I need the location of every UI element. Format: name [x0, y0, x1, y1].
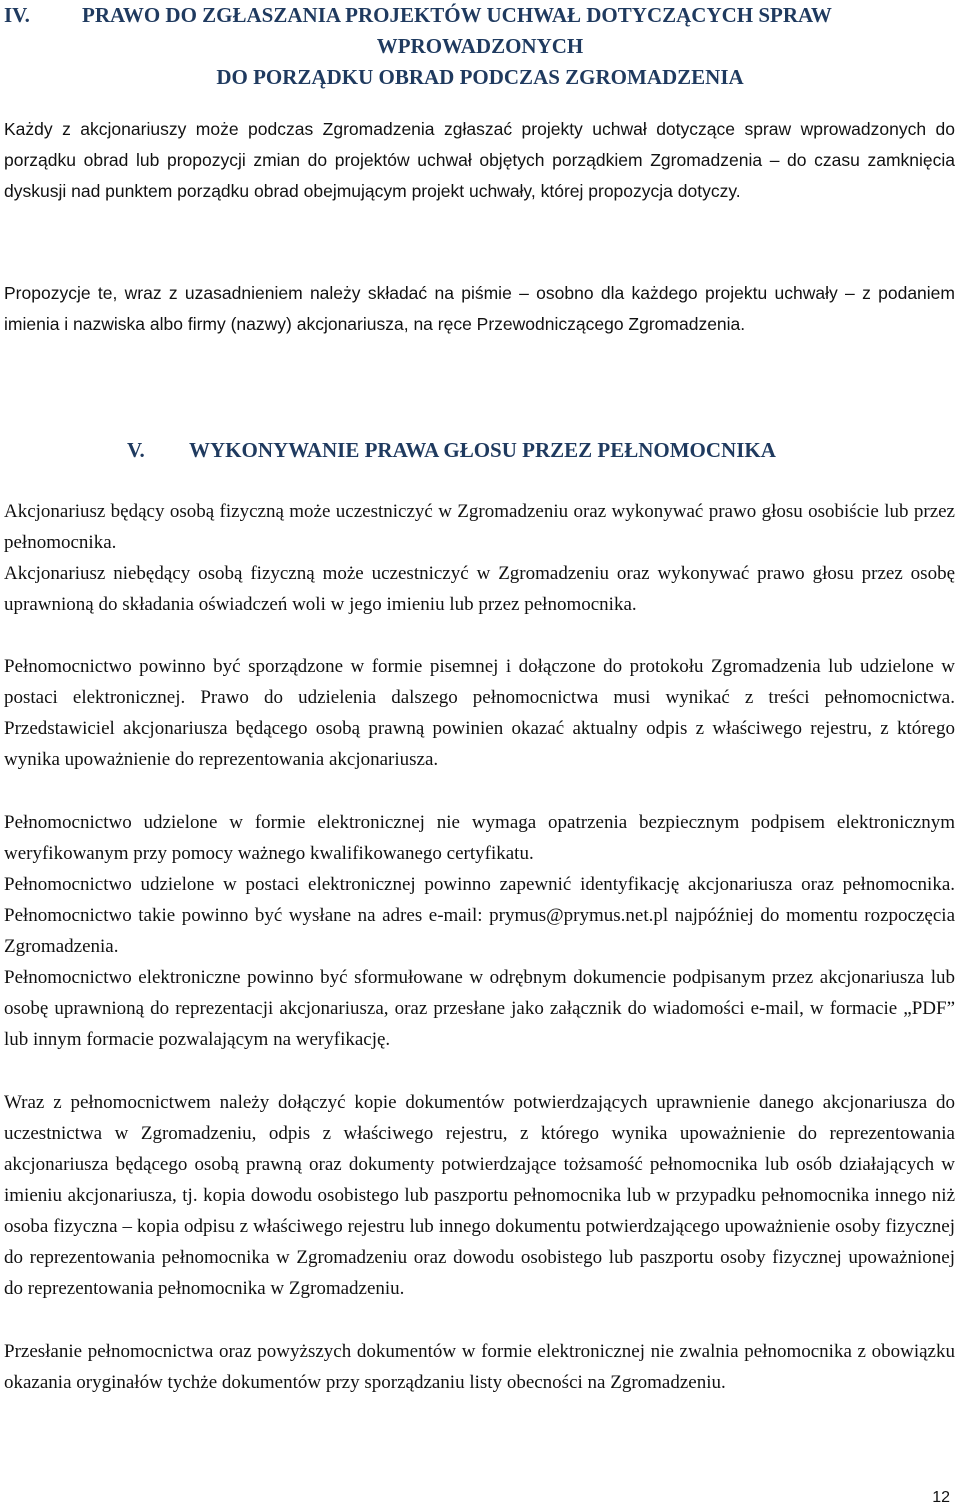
section-v-number: V. [127, 438, 145, 462]
section-v-paragraph: Pełnomocnictwo udzielone w postaci elektronicznej powinno zapewnić identyfikację akcjonariusza oraz pełnomocnika. Pełnomocnictwo takie powinno być wysłane na adres e-mail: prymus@prymus.net.pl najpóźniej do momentu rozpoczęcia Zgromadzenia. [4, 874, 955, 957]
section-iv-paragraph: Każdy z akcjonariuszy może podczas Zgromadzenia zgłaszać projekty uchwał dotyczące spraw wprowadzonych do porządku obrad lub propozycji zmian do projektów uchwał objętych porządkiem Zgromadzenia – do czasu zamknięcia dyskusji nad punktem porządku obrad obejmującym projekt uchwały, której propozycja dotyczy. [4, 119, 955, 201]
section-iv-number: IV. [4, 3, 30, 27]
section-v-paragraph: Akcjonariusz niebędący osobą fizyczną może uczestniczyć w Zgromadzeniu oraz wykonywać prawo głosu przez osobę uprawnioną do składania oświadczeń woli w jego imieniu lub przez pełnomocnika. [4, 563, 955, 615]
section-v-title: WYKONYWANIE PRAWA GŁOSU PRZEZ PEŁNOMOCNIKA [189, 438, 776, 462]
section-v-paragraph: Pełnomocnictwo elektroniczne powinno być sformułowane w odrębnym dokumencie podpisanym przez akcjonariusza lub osobę uprawnioną do reprezentacji akcjonariusza, oraz przesłane jako załącznik do wiadomości e-mail, w formacie „PDF” lub innym formacie pozwalającym na weryfikację. [4, 967, 955, 1050]
section-v-paragraph: Pełnomocnictwo udzielone w formie elektronicznej nie wymaga opatrzenia bezpiecznym podpisem elektronicznym weryfikowanym przy pomocy ważnego kwalifikowanego certyfikatu. [4, 812, 955, 864]
section-iv-title-line3: DO PORZĄDKU OBRAD PODCZAS ZGROMADZENIA [216, 65, 744, 89]
section-v-paragraph: Pełnomocnictwo powinno być sporządzone w formie pisemnej i dołączone do protokołu Zgromadzenia lub udzielone w postaci elektronicznej. Prawo do udzielenia dalszego pełnomocnictwa musi wynikać z treści pełnomocnictwa. Przedstawiciel akcjonariusza będącego osobą prawną powinien okazać aktualny odpis z właściwego rejestru, z którego wynika upoważnienie do reprezentowania akcjonariusza. [4, 656, 955, 770]
section-iv-title-line1: PRAWO DO ZGŁASZANIA PROJEKTÓW UCHWAŁ DOTYCZĄCYCH SPRAW [82, 3, 832, 27]
section-iv-paragraph: Propozycje te, wraz z uzasadnieniem należy składać na piśmie – osobno dla każdego projektu uchwały – z podaniem imienia i nazwiska albo firmy (nazwy) akcjonariusza, na ręce Przewodniczącego Zgromadzenia. [4, 283, 955, 334]
section-v-paragraph: Akcjonariusz będący osobą fizyczną może uczestniczyć w Zgromadzeniu oraz wykonywać prawo głosu osobiście lub przez pełnomocnika. [4, 501, 955, 553]
section-v-paragraph: Wraz z pełnomocnictwem należy dołączyć kopie dokumentów potwierdzających uprawnienie danego akcjonariusza do uczestnictwa w Zgromadzeniu, odpis z właściwego rejestru, z którego wynika upoważnienie do reprezentowania akcjonariusza będącego osobą prawną oraz dokumenty potwierdzające tożsamość pełnomocnika lub osób działających w imieniu akcjonariusza, tj. kopia dowodu osobistego lub paszportu pełnomocnika lub w przypadku pełnomocnika innego niż osoba fizyczna – kopia odpisu z właściwego rejestru lub innego dokumentu potwierdzającego upoważnienie osoby fizycznej do reprezentowania pełnomocnika w Zgromadzeniu oraz dowodu osobistego lub paszportu osoby fizycznej upoważnionej do reprezentowania pełnomocnika w Zgromadzeniu. [4, 1092, 955, 1299]
section-v-paragraph: Przesłanie pełnomocnictwa oraz powyższych dokumentów w formie elektronicznej nie zwalnia pełnomocnika z obowiązku okazania oryginałów tychże dokumentów przy sporządzaniu listy obecności na Zgromadzeniu. [4, 1341, 955, 1393]
page-number: 12 [932, 1489, 950, 1506]
section-iv-title-line2: WPROWADZONYCH [376, 34, 584, 58]
